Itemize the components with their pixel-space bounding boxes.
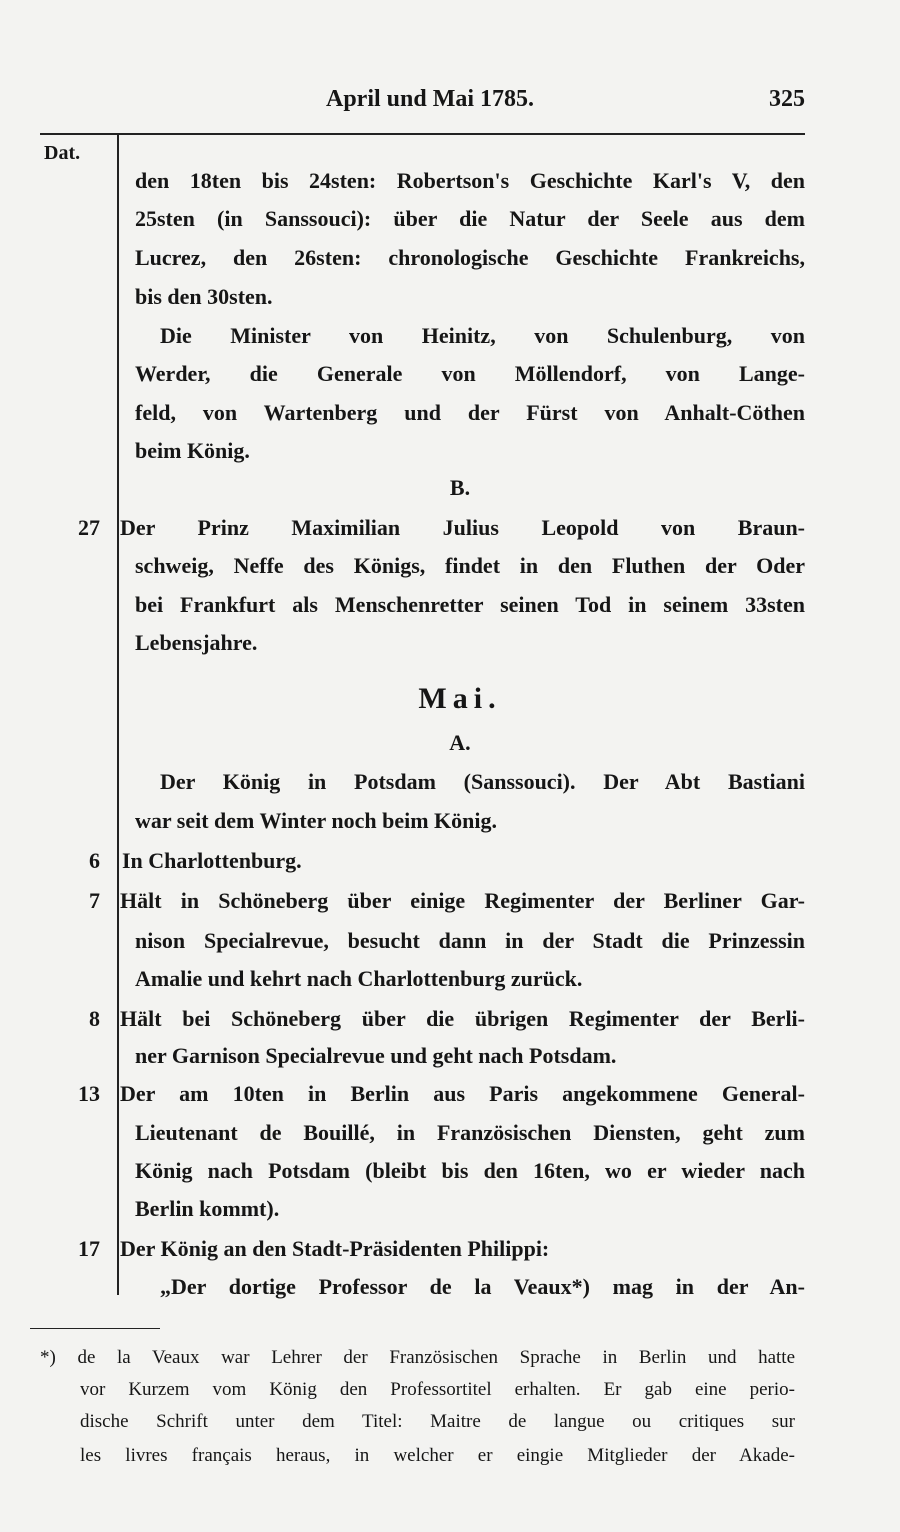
- text-line: Berlin kommt).: [135, 1196, 280, 1221]
- date-column-rule: [117, 135, 119, 1295]
- text-line: bei Frankfurt als Menschenretter seinen Tod in seinem 33sten: [135, 592, 805, 617]
- page-number: 325: [769, 86, 805, 112]
- footnote-line: vor Kurzem vom König den Professortitel erhalten. Er gab eine perio-: [80, 1379, 795, 1400]
- date-number: 7: [89, 888, 100, 913]
- footnote-rule: [30, 1328, 160, 1329]
- text-line: bis den 30sten.: [135, 284, 273, 309]
- text-line: Die Minister von Heinitz, von Schulenburg, von: [160, 323, 805, 348]
- date-number: 13: [78, 1081, 100, 1106]
- header-rule: [40, 133, 805, 135]
- text-line: In Charlottenburg.: [122, 848, 302, 873]
- text-line: den 18ten bis 24sten: Robertson's Geschichte Karl's V, den: [135, 168, 805, 193]
- text-line: Der Prinz Maximilian Julius Leopold von Braun-: [120, 515, 805, 540]
- footnote-line: *) de la Veaux war Lehrer der Französischen Sprache in Berlin und hatte: [40, 1347, 795, 1368]
- text-line: feld, von Wartenberg und der Fürst von Anhalt-Cöthen: [135, 400, 805, 425]
- text-line: nison Specialrevue, besucht dann in der Stadt die Prinzessin: [135, 928, 805, 953]
- date-number: 8: [89, 1006, 100, 1031]
- text-line: Hält in Schöneberg über einige Regimenter der Berliner Gar-: [120, 888, 805, 913]
- text-line: Amalie und kehrt nach Charlottenburg zurück.: [135, 966, 583, 991]
- footnote-line: les livres français heraus, in welcher er eingie Mitglieder der Akade-: [80, 1445, 795, 1466]
- text-line: ner Garnison Specialrevue und geht nach Potsdam.: [135, 1043, 617, 1068]
- text-line: beim König.: [135, 438, 250, 463]
- date-number: 27: [78, 515, 100, 540]
- text-line: schweig, Neffe des Königs, findet in den Fluthen der Oder: [135, 553, 805, 578]
- section-heading-a: A.: [449, 730, 471, 755]
- text-line: Hält bei Schöneberg über die übrigen Regimenter der Berli-: [120, 1006, 805, 1031]
- date-column-heading: Dat.: [44, 142, 81, 164]
- text-line: König nach Potsdam (bleibt bis den 16ten, wo er wieder nach: [135, 1158, 805, 1183]
- footnote-line: dische Schrift unter dem Titel: Maitre de langue ou critiques sur: [80, 1411, 795, 1432]
- date-number: 17: [78, 1236, 100, 1261]
- text-line: „Der dortige Professor de la Veaux*) mag in der An-: [160, 1274, 805, 1299]
- text-line: Lieutenant de Bouillé, in Französischen Diensten, geht zum: [135, 1120, 805, 1145]
- header-title: April und Mai 1785.: [325, 86, 535, 112]
- text-line: Der König an den Stadt-Präsidenten Philippi:: [120, 1236, 550, 1261]
- text-line: Werder, die Generale von Möllendorf, von Lange-: [135, 361, 805, 386]
- text-line: war seit dem Winter noch beim König.: [135, 808, 497, 833]
- section-heading-b: B.: [449, 475, 471, 500]
- text-line: Lebensjahre.: [135, 630, 258, 655]
- text-line: 25sten (in Sanssouci): über die Natur der Seele aus dem: [135, 206, 805, 231]
- month-heading: Mai.: [418, 682, 502, 715]
- text-line: Der am 10ten in Berlin aus Paris angekommene General-: [120, 1081, 805, 1106]
- date-number: 6: [89, 848, 100, 873]
- text-line: Lucrez, den 26sten: chronologische Geschichte Frankreichs,: [135, 245, 805, 270]
- text-line: Der König in Potsdam (Sanssouci). Der Abt Bastiani: [160, 769, 805, 794]
